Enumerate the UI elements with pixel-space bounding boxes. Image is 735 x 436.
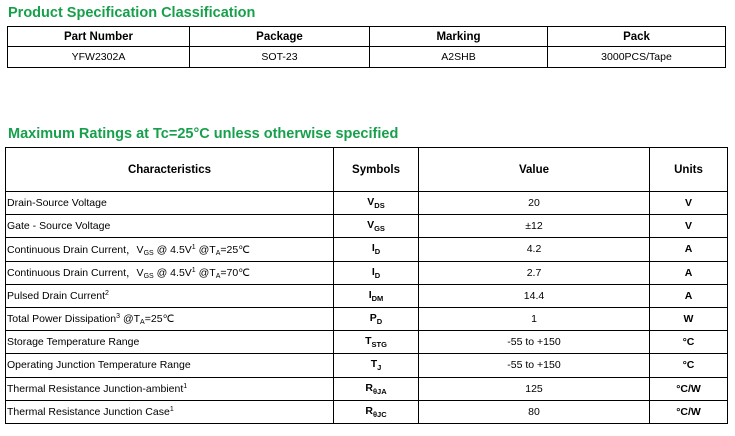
symbol-main: V xyxy=(367,196,375,209)
value-cell: 125 xyxy=(419,377,650,400)
header-marking: Marking xyxy=(370,27,548,47)
unit-cell: °C xyxy=(650,354,728,377)
symbol-cell xyxy=(334,284,419,307)
symbol-subscript: J xyxy=(377,363,382,373)
table-row xyxy=(6,238,728,261)
characteristic-cell xyxy=(6,400,334,423)
symbol-cell xyxy=(334,331,419,354)
value-cell: 4.2 xyxy=(419,238,650,261)
symbol-subscript: D xyxy=(376,317,383,327)
value-cell: ±12 xyxy=(419,215,650,238)
pack-cell: 3000PCS/Tape xyxy=(548,47,726,68)
characteristic-note: 1 xyxy=(183,382,188,390)
symbol-main: R xyxy=(365,381,373,394)
symbol-subscript: θJA xyxy=(372,386,387,396)
characteristic-text: Total Power Dissipation xyxy=(7,312,117,325)
part-number-cell: YFW2302A xyxy=(8,47,190,68)
header-units: Units xyxy=(650,148,728,192)
product-spec-table xyxy=(7,26,726,68)
characteristic-text: Drain-Source Voltage xyxy=(7,197,107,210)
characteristic-note: 3 xyxy=(116,312,121,320)
ratings-body xyxy=(6,192,728,424)
unit-cell: A xyxy=(650,261,728,284)
unit-cell: V xyxy=(650,215,728,238)
characteristic-subscript: GS xyxy=(143,273,154,281)
table-row xyxy=(6,377,728,400)
symbol-subscript: DS xyxy=(374,201,385,211)
characteristic-cell xyxy=(6,377,334,400)
symbol-cell xyxy=(334,377,419,400)
table-row xyxy=(6,354,728,377)
symbol-subscript: GS xyxy=(374,224,385,234)
table-header-row xyxy=(6,148,728,192)
characteristic-text: @T xyxy=(195,243,216,256)
table-row xyxy=(6,284,728,307)
characteristic-text: =25℃ xyxy=(144,312,175,325)
characteristic-text: Continuous Drain Current，V xyxy=(7,243,144,256)
table-row xyxy=(6,192,728,215)
characteristic-text: Operating Junction Temperature Range xyxy=(7,359,191,372)
unit-cell: V xyxy=(650,192,728,215)
max-ratings-title: Maximum Ratings at Tc=25°C unless otherwise specified xyxy=(8,126,399,142)
characteristic-note: 2 xyxy=(105,289,109,297)
value-cell: 2.7 xyxy=(419,261,650,284)
symbol-subscript: D xyxy=(374,247,381,257)
table-row xyxy=(6,331,728,354)
product-spec-title: Product Specification Classification xyxy=(8,5,256,21)
symbol-main: I xyxy=(371,265,375,278)
characteristic-text: Continuous Drain Current，V xyxy=(7,267,144,280)
characteristic-cell xyxy=(6,284,334,307)
symbol-main: V xyxy=(367,219,375,232)
characteristic-text: =25℃ xyxy=(220,243,250,256)
symbol-cell xyxy=(334,354,419,377)
characteristic-text: Thermal Resistance Junction Case xyxy=(7,405,170,418)
value-cell: 14.4 xyxy=(419,284,650,307)
value-cell: 80 xyxy=(419,400,650,423)
value-cell: 1 xyxy=(419,307,650,330)
characteristic-text: @ 4.5V xyxy=(153,267,192,280)
table-row xyxy=(6,215,728,238)
symbol-main: R xyxy=(365,404,373,417)
characteristic-cell xyxy=(6,354,334,377)
characteristic-text: @T xyxy=(195,267,216,280)
characteristic-cell xyxy=(6,238,334,261)
characteristic-note: 1 xyxy=(191,267,196,275)
symbol-subscript: STG xyxy=(371,340,387,350)
characteristic-note: 1 xyxy=(191,243,196,251)
marking-cell: A2SHB xyxy=(370,47,548,68)
unit-cell: °C/W xyxy=(650,400,728,423)
characteristic-text: @T xyxy=(120,312,141,325)
characteristic-text: Pulsed Drain Current xyxy=(7,289,106,302)
package-cell: SOT-23 xyxy=(190,47,370,68)
unit-cell: W xyxy=(650,307,728,330)
symbol-main: I xyxy=(371,242,375,255)
table-row xyxy=(6,400,728,423)
header-package: Package xyxy=(190,27,370,47)
symbol-cell xyxy=(334,261,419,284)
symbol-cell xyxy=(334,192,419,215)
characteristic-cell xyxy=(6,215,334,238)
unit-cell: A xyxy=(650,284,728,307)
characteristic-subscript: GS xyxy=(143,249,154,257)
max-ratings-table xyxy=(5,147,728,424)
value-cell: -55 to +150 xyxy=(419,354,650,377)
symbol-main: I xyxy=(368,288,372,301)
characteristic-cell xyxy=(6,307,334,330)
header-pack: Pack xyxy=(548,27,726,47)
characteristic-cell xyxy=(6,192,334,215)
unit-cell: °C xyxy=(650,331,728,354)
value-cell: -55 to +150 xyxy=(419,331,650,354)
symbol-cell xyxy=(334,307,419,330)
symbol-main: T xyxy=(365,335,372,348)
header-characteristics: Characteristics xyxy=(6,148,334,192)
symbol-main: T xyxy=(370,358,378,371)
table-header-row xyxy=(8,27,726,47)
symbol-cell xyxy=(334,215,419,238)
table-row xyxy=(6,261,728,284)
symbol-main: P xyxy=(369,312,377,325)
header-symbols: Symbols xyxy=(334,148,419,192)
characteristic-note: 1 xyxy=(169,405,174,413)
characteristic-text: Thermal Resistance Junction-ambient xyxy=(7,382,184,395)
value-cell: 20 xyxy=(419,192,650,215)
symbol-subscript: D xyxy=(374,270,381,280)
characteristic-text: @ 4.5V xyxy=(153,243,192,256)
characteristic-cell xyxy=(6,261,334,284)
characteristic-subscript: A xyxy=(215,273,221,281)
characteristic-cell xyxy=(6,331,334,354)
characteristic-text: Gate - Source Voltage xyxy=(7,220,111,233)
characteristic-text: Storage Temperature Range xyxy=(7,336,140,349)
symbol-cell xyxy=(334,400,419,423)
characteristic-text: =70℃ xyxy=(220,267,250,280)
header-value: Value xyxy=(419,148,650,192)
table-row xyxy=(8,47,726,68)
symbol-subscript: DM xyxy=(371,293,384,303)
symbol-subscript: θJC xyxy=(372,409,387,419)
characteristic-subscript: A xyxy=(215,249,221,257)
symbol-cell xyxy=(334,238,419,261)
unit-cell: °C/W xyxy=(650,377,728,400)
unit-cell: A xyxy=(650,238,728,261)
table-row xyxy=(6,307,728,330)
characteristic-subscript: A xyxy=(140,318,145,326)
header-part-number: Part Number xyxy=(8,27,190,47)
